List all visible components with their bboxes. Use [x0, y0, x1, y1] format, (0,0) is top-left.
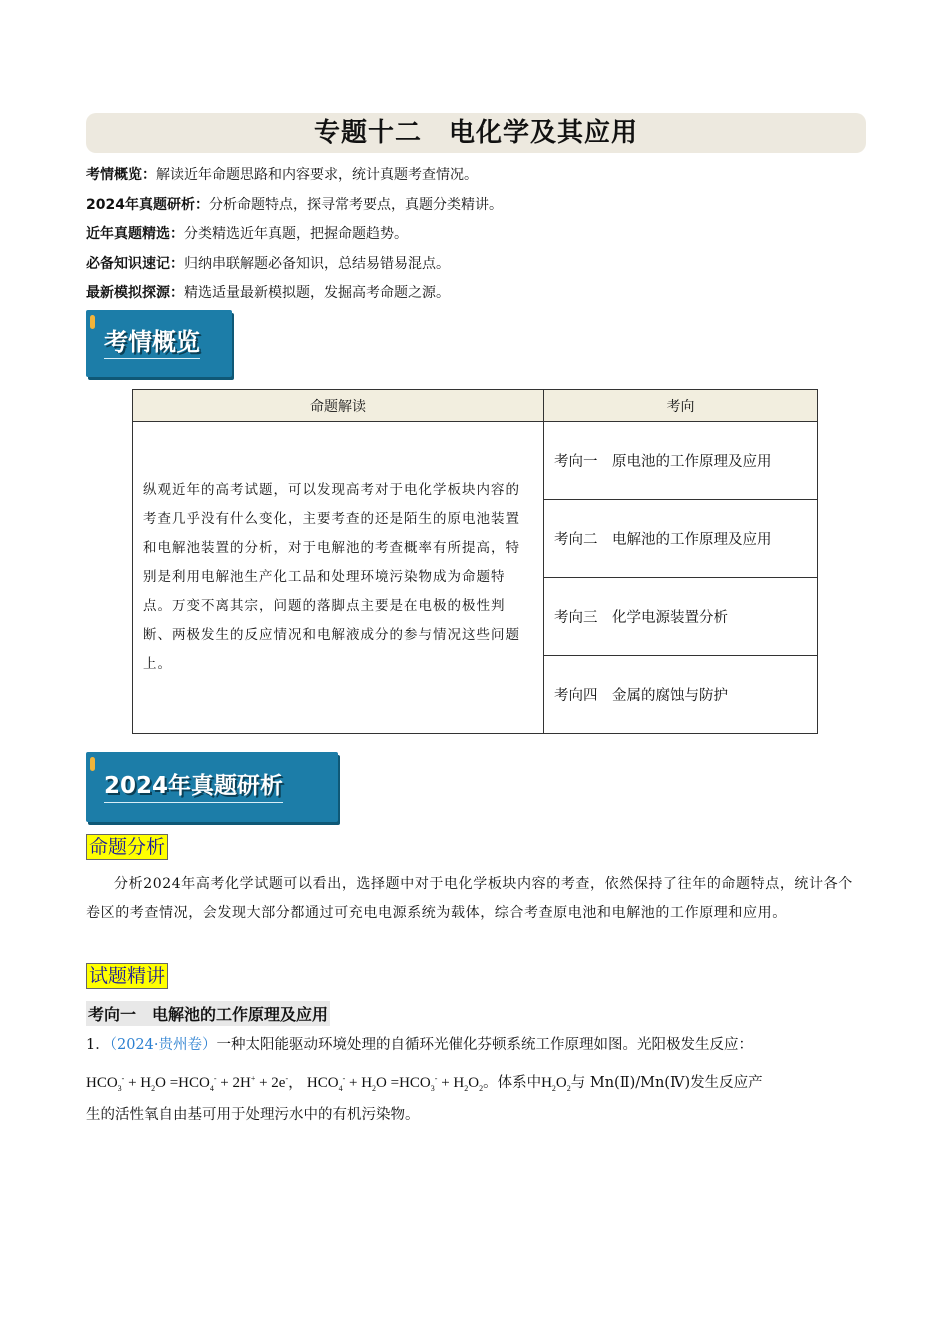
intro-text: 归纳串联解题必备知识，总结易错易混点。 — [184, 255, 450, 272]
question-1 — [86, 1034, 866, 1056]
equation-2: $HCO_4^- + H_2O =HCO_3^- + H_2O_2$ — [306, 1074, 484, 1093]
intro-item — [86, 222, 866, 252]
analysis-paragraph — [86, 870, 866, 928]
intro-label: 近年真题精选： — [86, 226, 184, 242]
question-text-3: 与 Mn(Ⅱ)/Mn(Ⅳ)发生反应产 — [570, 1075, 763, 1091]
formula-h2o2: $H_2O_2$ — [541, 1075, 571, 1093]
intro-label: 2024年真题研析： — [86, 196, 209, 213]
equation-1: $HCO_3^- + H_2O =HCO_4^- + 2H^+ + 2e^-$ — [86, 1074, 289, 1093]
overview-badge-label: 考情概览 — [104, 326, 200, 359]
question-equations: $HCO_3^- + H_2O =HCO_4^- + 2H^+ + 2e^-$， $HCO_4^- + H_2O =HCO_3^- + H_2O_2$。体系中$H_2O_2$与 Mn(Ⅱ)/Mn(Ⅳ)发生反应产 — [86, 1074, 763, 1093]
intro-text: 分类精选近年真题，把握命题趋势。 — [184, 226, 408, 242]
overview-description: 纵观近年的高考试题，可以发现高考对于电化学板块内容的考查几乎没有什么变化，主要考查的还是陌生的原电池装置和电解池装置的分析，对于电解池的考查概率有所提高，特别是利用电解池生产化工品和处理环境污染物成为命题特点。万变不离其宗，问题的落脚点主要是在电极的极性判断、两极发生的反应情况和电解液成分的参与情况这些问题上。 — [133, 422, 544, 734]
intro-label: 考情概览： — [86, 167, 156, 183]
question-text: 一种太阳能驱动环境处理的自循环光催化芬顿系统工作原理如图。光阳极发生反应： — [216, 1037, 753, 1053]
intro-item — [86, 252, 866, 282]
table-header-interpretation: 命题解读 — [133, 390, 544, 422]
intro-text: 解读近年命题思路和内容要求，统计真题考查情况。 — [156, 167, 478, 183]
direction-cell: 考向三 化学电源装置分析 — [544, 578, 818, 656]
analysis-text: 分析2024年高考化学试题可以看出，选择题中对于电化学板块内容的考查，依然保持了往年的命题特点，统计各个卷区的考查情况，会发现大部分都通过可充电电源系统为载体，综合考查原电池和电解池的工作原理和应用。 — [86, 876, 853, 921]
badge-accent — [90, 315, 95, 329]
question-number: 1． — [86, 1037, 110, 1053]
question-text-2: 。体系中 — [483, 1075, 542, 1091]
question-text-4: 生的活性氧自由基可用于处理污水中的有机污染物。 — [86, 1107, 420, 1123]
intro-text: 精选适量最新模拟题，发掘高考命题之源。 — [184, 285, 450, 301]
direction-subheading: 考向一 电解池的工作原理及应用 — [86, 1001, 330, 1026]
badge-accent — [90, 757, 95, 771]
question-continuation — [86, 1104, 866, 1126]
intro-text: 分析命题特点，探寻常考要点，真题分类精讲。 — [208, 196, 503, 213]
analysis-badge-label: 2024年真题研析 — [104, 770, 283, 803]
question-source: （2024·贵州卷） — [109, 1037, 217, 1053]
direction-cell: 考向四 金属的腐蚀与防护 — [544, 656, 818, 734]
intro-item — [86, 281, 866, 311]
intro-label: 必备知识速记： — [86, 255, 184, 272]
intro-list — [86, 163, 866, 311]
table-header-direction: 考向 — [544, 390, 818, 422]
overview-table — [132, 389, 818, 734]
section-heading-analysis: 命题分析 — [86, 834, 168, 860]
title-bar — [86, 113, 866, 153]
intro-item — [86, 193, 866, 223]
analysis-badge — [86, 752, 338, 822]
direction-cell: 考向一 原电池的工作原理及应用 — [544, 422, 818, 500]
page-title: 专题十二 电化学及其应用 — [313, 118, 638, 148]
intro-item — [86, 163, 866, 193]
overview-badge — [86, 310, 232, 377]
intro-label: 最新模拟探源： — [86, 285, 184, 301]
section-heading-questions: 试题精讲 — [86, 963, 168, 989]
direction-cell: 考向二 电解池的工作原理及应用 — [544, 500, 818, 578]
